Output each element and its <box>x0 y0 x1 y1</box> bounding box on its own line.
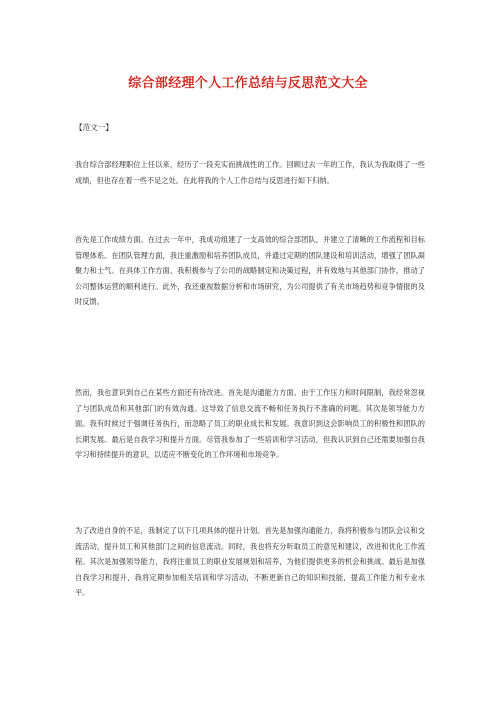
paragraph-shortcomings: 然而，我也意识到自己在某些方面还有待改进。首先是沟通能力方面。由于工作压力和时间限制，我经常忽视了与团队成员和其他部门的有效沟通。这导致了信息交流不畅和任务执行不准确的问题。其次是领导能力方面。我有时候过于强调任务执行，而忽略了员工的职业成长和发展。我意识到这会影响员工的积极性和团队的长期发展。最后是自我学习和提升方面。尽管我参加了一些培训和学习活动，但我认识到自己还需要加强自我学习和持续提升的意识，以适应不断变化的工作环境和市场竞争。 <box>75 388 425 460</box>
paragraph-intro: 我自综合部经理职位上任以来，经历了一段充实而挑战性的工作。回顾过去一年的工作，我认为我取得了一些成绩，但也存在着一些不足之处。在此将我的个人工作总结与反思进行如下归纳。 <box>75 160 425 185</box>
paragraph-achievements: 首先是工作成绩方面。在过去一年中，我成功组建了一支高效的综合部团队，并建立了清晰的工作流程和目标管理体系。在团队管理方面，我注重激励和培养团队成员，并通过定期的团队建设和培训活动，增强了团队凝聚力和士气。在具体工作方面，我积极参与了公司的战略制定和决策过程，并有效地与其他部门协作，推动了公司整体运营的顺利进行。此外，我还重视数据分析和市场研究，为公司提供了有关市场趋势和竞争情报的及时反馈。 <box>75 235 425 307</box>
paragraph-improvement-plan: 为了改进自身的不足，我制定了以下几项具体的提升计划。首先是加强沟通能力，我将积极参与团队会议和交流活动，提升员工和其他部门之间的信息流动。同时，我也将充分听取员工的意见和建议，改进和优化工作流程。其次是加强领导能力，我将注重员工的职业发展规划和培养，为他们提供更多的机会和挑战。最后是加强自我学习和提升，我将定期参加相关培训和学习活动，不断更新自己的知识和技能，提高工作能力和专业水平。 <box>75 526 425 598</box>
document-title: 综合部经理个人工作总结与反思范文大全 <box>128 76 368 91</box>
section-label: 【范文一】 <box>75 123 113 132</box>
